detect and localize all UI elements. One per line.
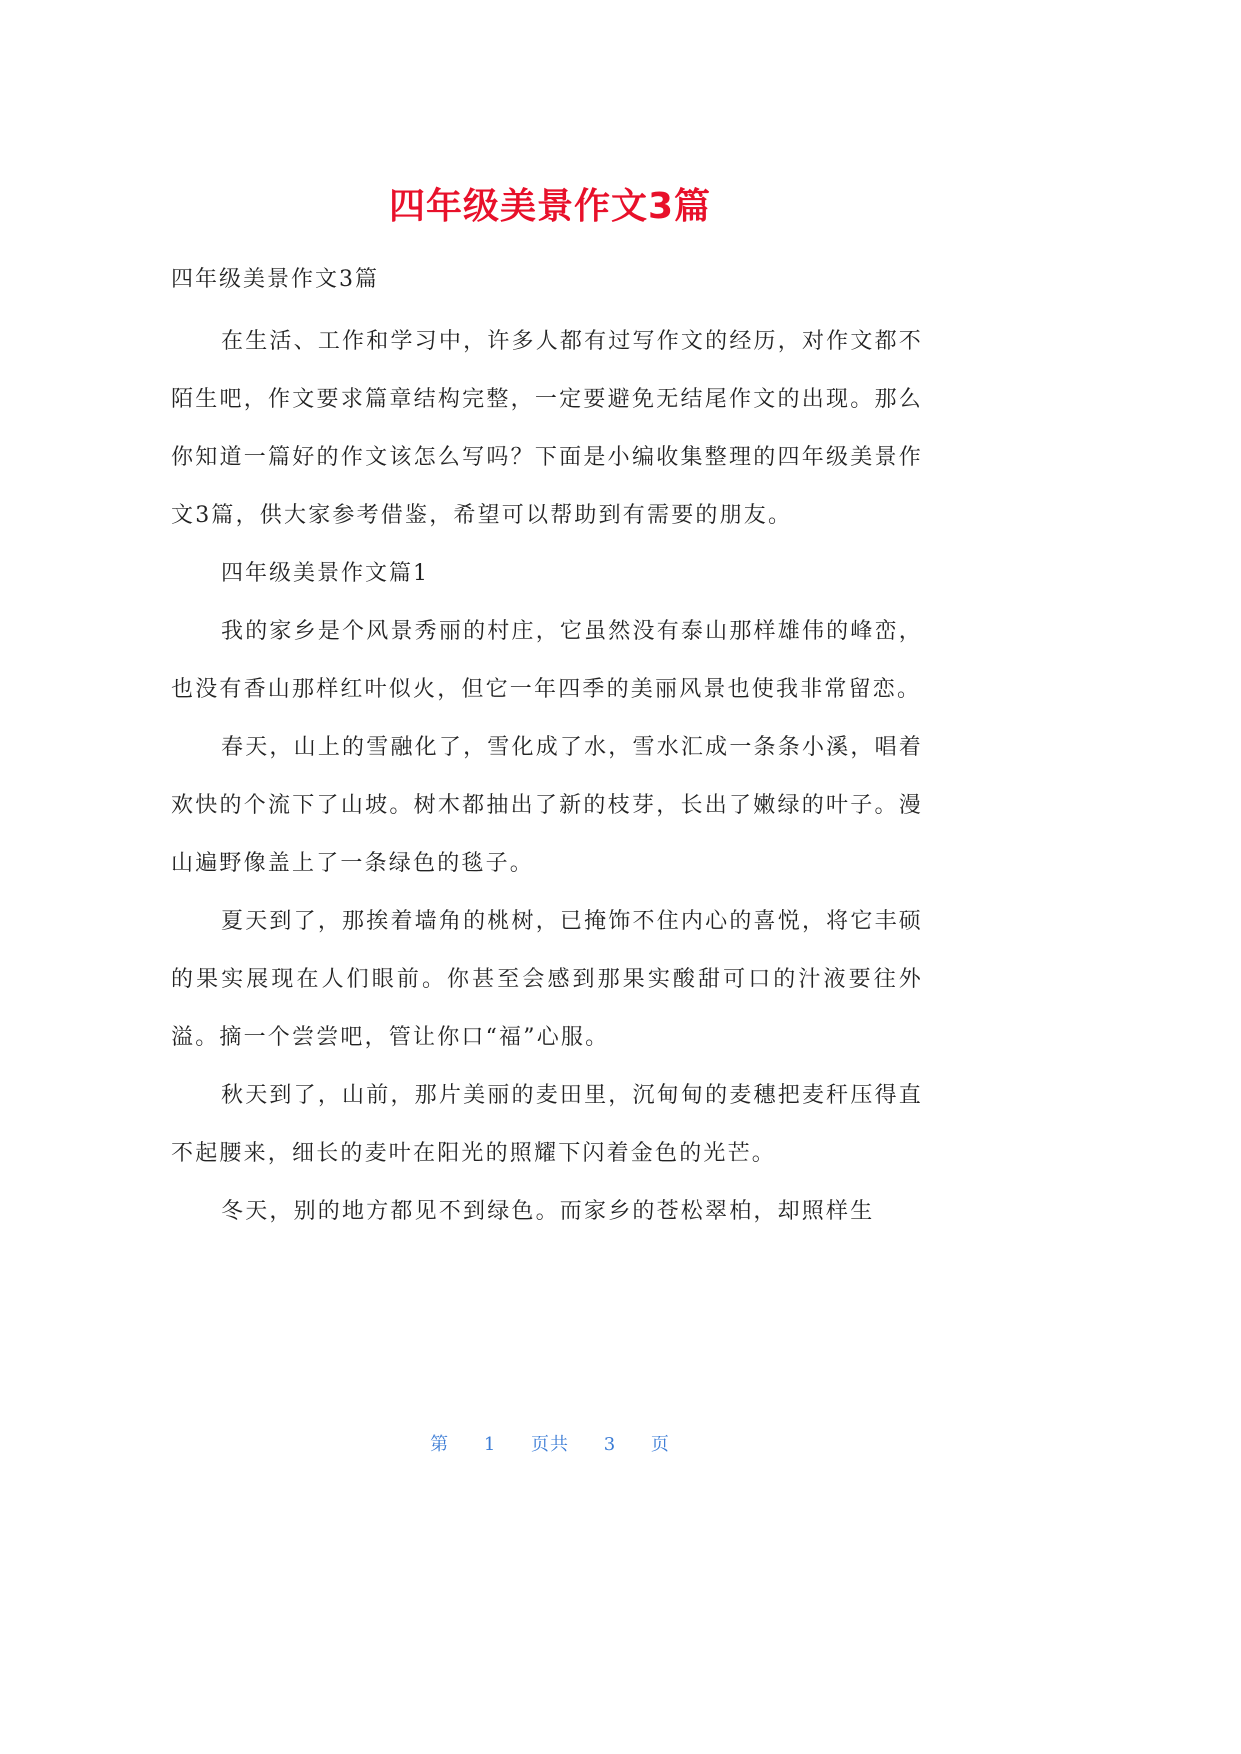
- footer-page-prefix: 第: [430, 1434, 450, 1455]
- body-paragraph: 秋天到了，山前，那片美丽的麦田里，沉甸甸的麦穗把麦秆压得直不起腰来，细长的麦叶在阳光的照耀下闪着金色的光芒。: [171, 1083, 923, 1166]
- footer-page-total: 3: [603, 1434, 617, 1455]
- body-paragraph: 冬天，别的地方都见不到绿色。而家乡的苍松翠柏，却照样生: [221, 1199, 875, 1224]
- document-subtitle: 四年级美景作文3篇: [171, 267, 379, 292]
- document-title: 四年级美景作文3篇: [388, 186, 712, 227]
- page-footer: [0, 1430, 1100, 1456]
- section-heading: 四年级美景作文篇1: [221, 561, 429, 586]
- body-paragraph: 我的家乡是个风景秀丽的村庄，它虽然没有泰山那样雄伟的峰峦，也没有香山那样红叶似火，但它一年四季的美丽风景也使我非常留恋。: [171, 619, 923, 702]
- footer-page-suffix: 页: [650, 1434, 670, 1455]
- body-paragraph: 夏天到了，那挨着墙角的桃树，已掩饰不住内心的喜悦，将它丰硕的果实展现在人们眼前。你甚至会感到那果实酸甜可口的汁液要往外溢。摘一个尝尝吧，管让你口“福”心服。: [171, 909, 923, 1050]
- footer-page-middle: 页共: [531, 1434, 569, 1455]
- intro-paragraph: 在生活、工作和学习中，许多人都有过写作文的经历，对作文都不陌生吧，作文要求篇章结构完整，一定要避免无结尾作文的出现。那么你知道一篇好的作文该怎么写吗？下面是小编收集整理的四年级美景作文3篇，供大家参考借鉴，希望可以帮助到有需要的朋友。: [171, 329, 923, 528]
- footer-page-number: 1: [483, 1434, 497, 1455]
- body-paragraph: 春天，山上的雪融化了，雪化成了水，雪水汇成一条条小溪，唱着欢快的个流下了山坡。树木都抽出了新的枝芽，长出了嫩绿的叶子。漫山遍野像盖上了一条绿色的毯子。: [171, 735, 923, 876]
- document-body: [171, 313, 923, 1241]
